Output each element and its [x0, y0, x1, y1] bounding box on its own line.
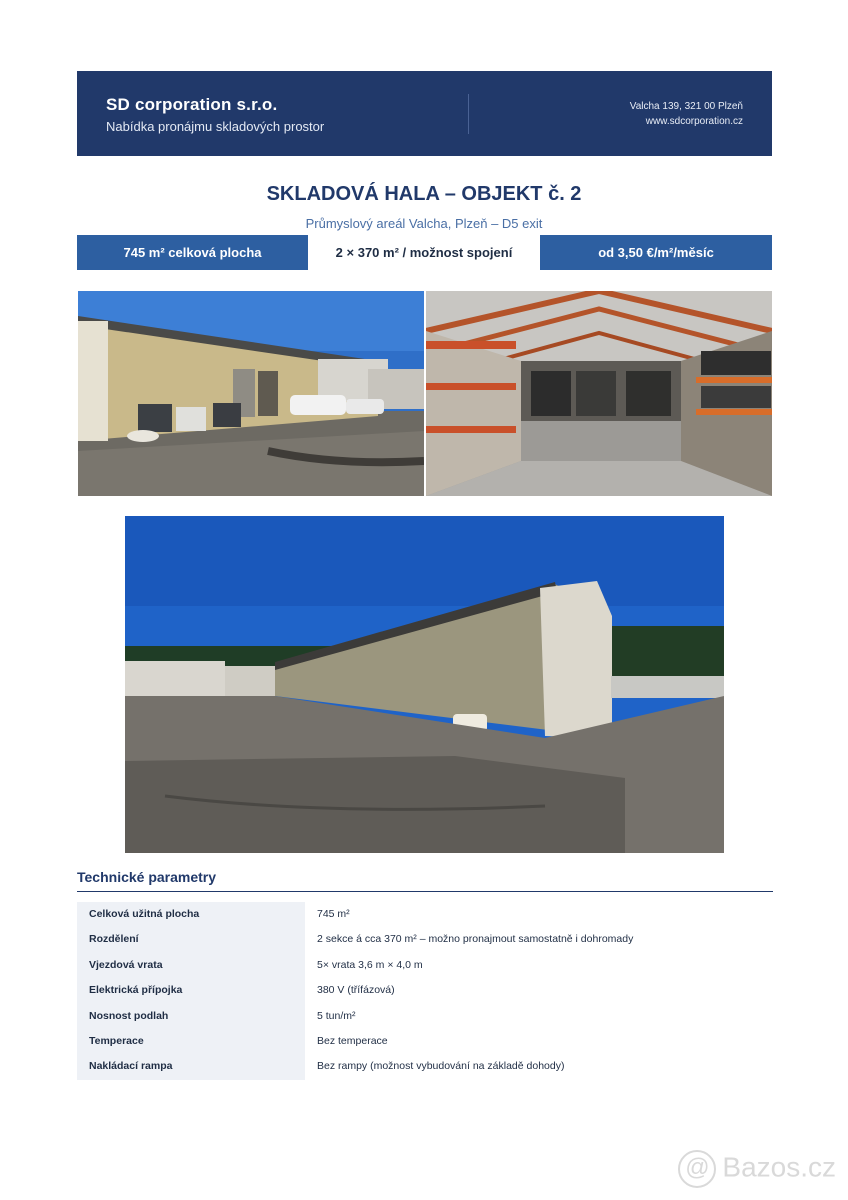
header-banner: [77, 71, 772, 156]
page-subtitle: Průmyslový areál Valcha, Plzeň – D5 exit: [305, 216, 543, 231]
param-label: Nosnost podlah: [77, 1004, 305, 1029]
param-label: Elektrická přípojka: [77, 978, 305, 1003]
param-row: [77, 927, 773, 952]
param-value: Bez temperace: [317, 1034, 388, 1047]
param-row: [77, 953, 773, 978]
photo-exterior: [78, 291, 424, 496]
photo-wide-view: [125, 516, 724, 853]
param-row: [77, 1029, 773, 1054]
kpi-total-area: 745 m² celková plocha: [77, 235, 308, 270]
company-address: Valcha 139, 321 00 Plzeň: [629, 101, 743, 112]
photo-interior: [426, 291, 772, 496]
param-label: Celková užitná plocha: [77, 902, 305, 927]
param-label: Vjezdová vrata: [77, 953, 305, 978]
technical-parameters-table: [77, 902, 773, 1080]
section-title-technical: Technické parametry: [77, 869, 217, 885]
param-label: Rozdělení: [77, 927, 305, 952]
param-value: 380 V (třífázová): [317, 984, 395, 997]
param-row: [77, 1054, 773, 1079]
param-value: Bez rampy (možnost vybudování na základě dohody): [317, 1060, 565, 1073]
param-label: Nakládací rampa: [77, 1054, 305, 1079]
header-divider: [468, 94, 469, 134]
at-icon: @: [678, 1150, 716, 1188]
company-name: SD corporation s.r.o.: [106, 95, 278, 114]
param-value: 5 tun/m²: [317, 1009, 356, 1022]
page-title: SKLADOVÁ HALA – OBJEKT č. 2: [266, 183, 582, 205]
company-tagline: Nabídka pronájmu skladových prostor: [106, 119, 325, 134]
company-website[interactable]: www.sdcorporation.cz: [645, 116, 743, 127]
param-label: Temperace: [77, 1029, 305, 1054]
param-row: [77, 978, 773, 1003]
param-value: 745 m²: [317, 908, 350, 920]
watermark-text: Bazos.cz: [722, 1151, 836, 1183]
param-row: [77, 1004, 773, 1029]
param-value: 5× vrata 3,6 m × 4,0 m: [317, 958, 423, 971]
kpi-price: od 3,50 €/m²/měsíc: [540, 235, 772, 270]
param-value: 2 sekce á cca 370 m² – možno pronajmout samostatně i dohromady: [317, 933, 634, 946]
kpi-split: 2 × 370 m² / možnost spojení: [308, 235, 540, 270]
bazos-watermark: [678, 1150, 836, 1188]
section-divider: [77, 891, 773, 892]
param-row: [77, 902, 773, 927]
